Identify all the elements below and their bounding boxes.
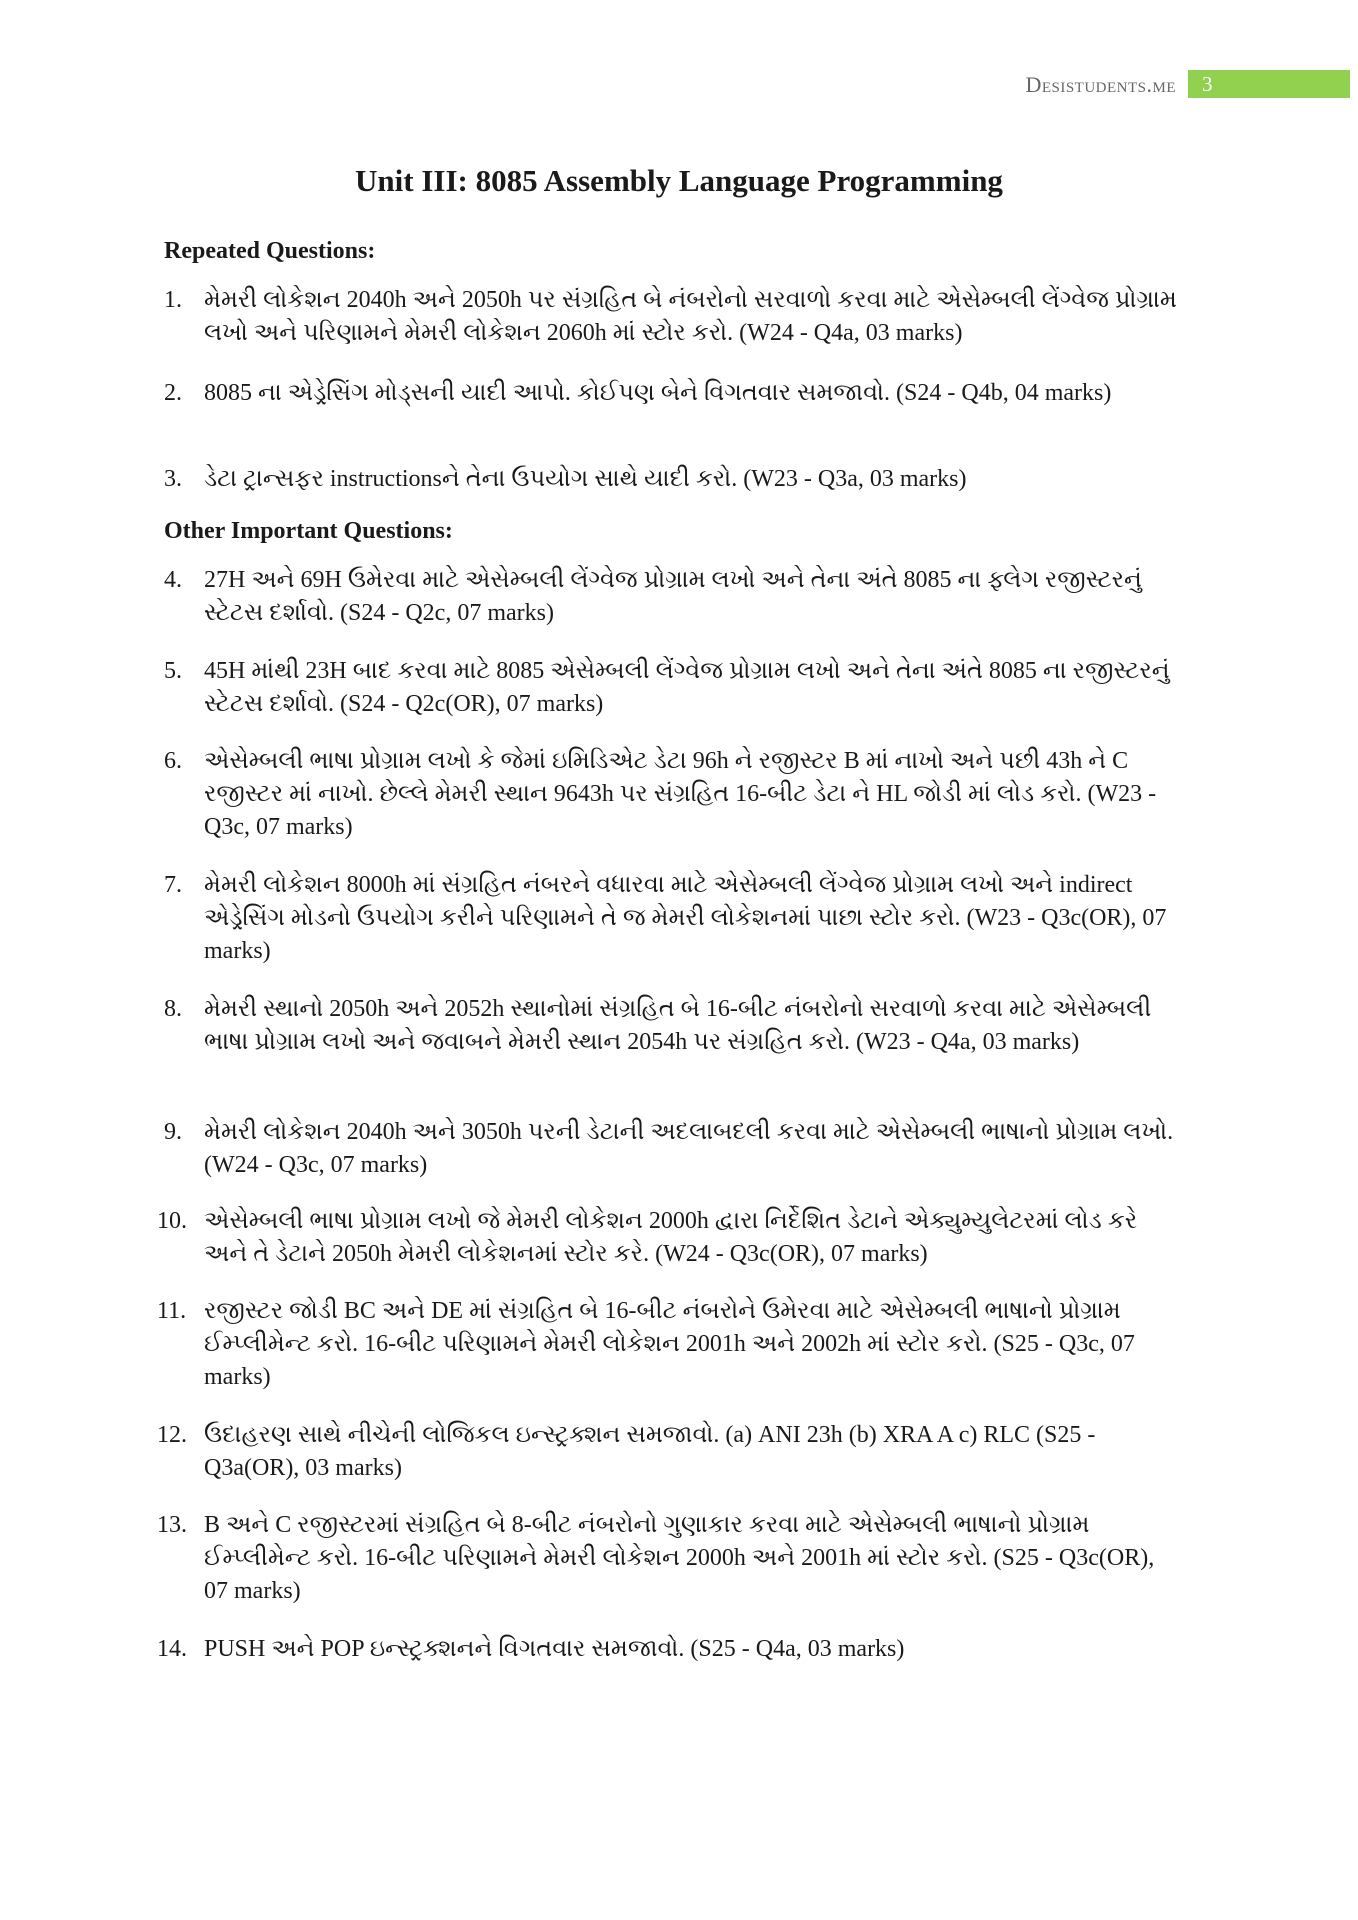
question-number: 9. <box>164 1119 182 1145</box>
list-item <box>164 463 1179 496</box>
list-item <box>157 1295 1179 1394</box>
list-item <box>157 1205 1179 1271</box>
list-item <box>157 1509 1179 1608</box>
list-item <box>157 1419 1179 1485</box>
section-heading-repeated: Repeated Questions: <box>164 238 376 264</box>
question-text: B અને C રજીસ્ટરમાં સંગ્રહિત બે 8-બીટ નંબરોનો ગુણાકાર કરવા માટે એસેમ્બલી ભાષાનો પ્રોગ્રામ ઈમ્પ્લીમેન્ટ કરો. 16-બીટ પરિણામને મેમરી લોકેશન 2000h અને 2001h માં સ્ટોર કરો. (S25 - Q3c(OR), 07 marks) <box>204 1512 1155 1604</box>
list-item <box>164 993 1179 1059</box>
list-item <box>164 655 1179 721</box>
question-number: 2. <box>164 380 182 406</box>
question-number: 1. <box>164 287 182 313</box>
question-number: 4. <box>164 567 182 593</box>
question-number: 8. <box>164 996 182 1022</box>
list-item <box>164 564 1179 630</box>
question-text: એસેમ્બલી ભાષા પ્રોગ્રામ લખો જે મેમરી લોકેશન 2000h દ્વારા નિર્દેશિત ડેટાને એક્યુમ્યુલેટરમાં લોડ કરે અને તે ડેટાને 2050h મેમરી લોકેશનમાં સ્ટોર કરે. (W24 - Q3c(OR), 07 marks) <box>204 1208 1138 1267</box>
question-text: એસેમ્બલી ભાષા પ્રોગ્રામ લખો કે જેમાં ઇમિડિએટ ડેટા 96h ને રજીસ્ટર B માં નાખો અને પછી 43h ને C રજીસ્ટર માં નાખો. છેલ્લે મેમરી સ્થાન 9643h પર સંગ્રહિત 16-બીટ ડેટા ને HL જોડી માં લોડ કરો. (W23 - Q3c, 07 marks) <box>204 748 1157 840</box>
list-item <box>164 1116 1179 1182</box>
question-text: રજીસ્ટર જોડી BC અને DE માં સંગ્રહિત બે 16-બીટ નંબરોને ઉમેરવા માટે એસેમ્બલી ભાષાનો પ્રોગ્રામ ઈમ્પ્લીમેન્ટ કરો. 16-બીટ પરિણામને મેમરી લોકેશન 2001h અને 2002h માં સ્ટોર કરો. (S25 - Q3c, 07 marks) <box>204 1298 1135 1390</box>
list-item <box>164 377 1179 410</box>
question-number: 3. <box>164 466 182 492</box>
list-item <box>157 1633 1179 1666</box>
question-text: 8085 ના એડ્રેસિંગ મોડ્સની યાદી આપો. કોઈપણ બેને વિગતવાર સમજાવો. (S24 - Q4b, 04 marks) <box>204 380 1112 406</box>
list-item <box>164 869 1179 968</box>
question-number: 12. <box>157 1422 187 1448</box>
question-text: મેમરી લોકેશન 2040h અને 3050h પરની ડેટાની અદલાબદલી કરવા માટે એસેમ્બલી ભાષાનો પ્રોગ્રામ લખો. (W24 - Q3c, 07 marks) <box>204 1119 1174 1178</box>
page-header <box>0 70 1358 98</box>
question-text: 45H માંથી 23H બાદ કરવા માટે 8085 એસેમ્બલી લેંગ્વેજ પ્રોગ્રામ લખો અને તેના અંતે 8085 ના રજીસ્ટરનું સ્ટેટસ દર્શાવો. (S24 - Q2c(OR), 07 marks) <box>204 658 1170 717</box>
question-number: 14. <box>157 1636 187 1662</box>
question-number: 11. <box>157 1298 187 1324</box>
list-item <box>164 284 1179 350</box>
section-heading-other: Other Important Questions: <box>164 518 453 544</box>
site-name: Desistudents.me <box>1025 72 1176 97</box>
list-item <box>164 745 1179 844</box>
question-text: ઉદાહરણ સાથે નીચેની લોજિકલ ઇન્સ્ટ્રક્શન સમજાવો. (a) ANI 23h (b) XRA A c) RLC (S25 - Q3a(OR), 03 marks) <box>204 1422 1096 1481</box>
question-text: ડેટા ટ્રાન્સફર instructionsને તેના ઉપયોગ સાથે યાદી કરો. (W23 - Q3a, 03 marks) <box>204 466 967 492</box>
question-text: મેમરી લોકેશન 8000h માં સંગ્રહિત નંબરને વધારવા માટે એસેમ્બલી લેંગ્વેજ પ્રોગ્રામ લખો અને indirect એડ્રેસિંગ મોડનો ઉપયોગ કરીને પરિણામને તે જ મેમરી લોકેશનમાં પાછા સ્ટોર કરો. (W23 - Q3c(OR), 07 marks) <box>204 872 1167 964</box>
question-number: 13. <box>157 1512 187 1538</box>
question-text: મેમરી લોકેશન 2040h અને 2050h પર સંગ્રહિત બે નંબરોનો સરવાળો કરવા માટે એસેમ્બલી લેંગ્વેજ પ્રોગ્રામ લખો અને પરિણામને મેમરી લોકેશન 2060h માં સ્ટોર કરો. (W24 - Q4a, 03 marks) <box>204 287 1177 346</box>
page-title: Unit III: 8085 Assembly Language Programming <box>355 163 1003 198</box>
question-text: 27H અને 69H ઉમેરવા માટે એસેમ્બલી લેંગ્વેજ પ્રોગ્રામ લખો અને તેના અંતે 8085 ના ફ્લેગ રજીસ્ટરનું સ્ટેટસ દર્શાવો. (S24 - Q2c, 07 marks) <box>204 567 1142 626</box>
question-number: 10. <box>157 1208 187 1234</box>
question-text: મેમરી સ્થાનો 2050h અને 2052h સ્થાનોમાં સંગ્રહિત બે 16-બીટ નંબરોનો સરવાળો કરવા માટે એસેમ્બલી ભાષા પ્રોગ્રામ લખો અને જવાબને મેમરી સ્થાન 2054h પર સંગ્રહિત કરો. (W23 - Q4a, 03 marks) <box>204 996 1152 1055</box>
question-text: PUSH અને POP ઇન્સ્ટ્રક્શનને વિગતવાર સમજાવો. (S25 - Q4a, 03 marks) <box>204 1636 905 1662</box>
question-number: 5. <box>164 658 182 684</box>
page-number: 3 <box>1188 70 1350 98</box>
question-number: 7. <box>164 872 182 898</box>
question-number: 6. <box>164 748 182 774</box>
